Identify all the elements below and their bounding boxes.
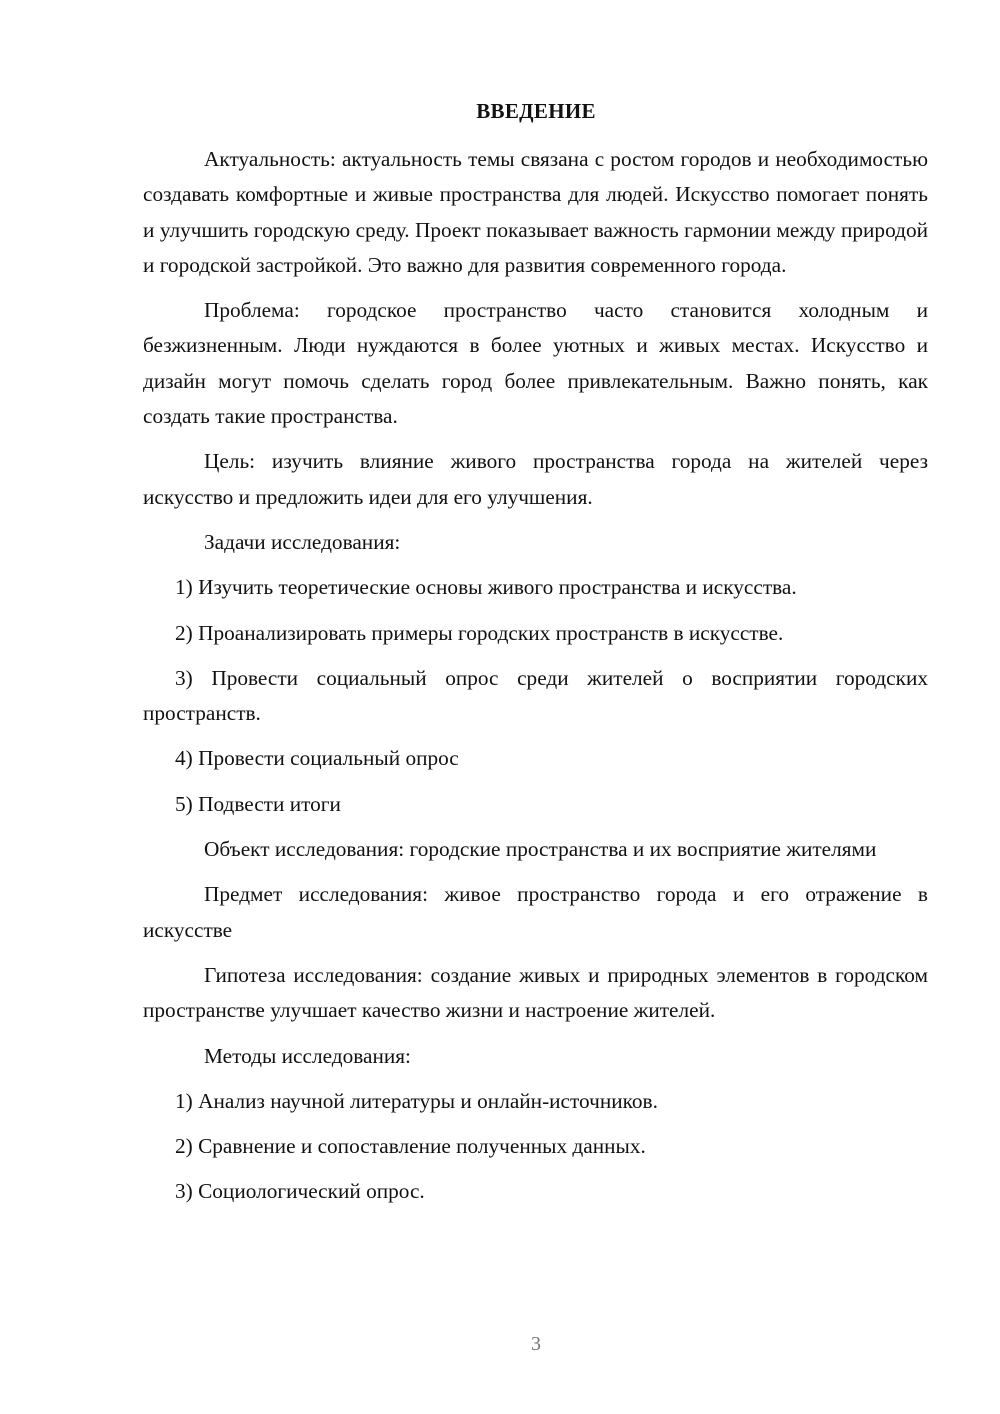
task-item: 5) Подвести итоги <box>175 791 341 816</box>
document-body <box>143 142 928 1210</box>
task-item: 4) Провести социальный опрос <box>175 746 459 771</box>
task-item: 3) Провести социальный опрос среди жителей о восприятии городских пространств. <box>143 665 928 726</box>
task-item: 2) Проанализировать примеры городских пространств в искусстве. <box>175 620 784 645</box>
section-title: ВВЕДЕНИЕ <box>476 99 596 123</box>
relevance-paragraph: Актуальность: актуальность темы связана с ростом городов и необходимостью создавать комфортные и живые пространства для людей. Искусство помогает понять и улучшить городскую среду. Проект показывает важность гармонии между природой и городской застройкой. Это важно для развития современного города. <box>143 147 928 277</box>
task-item: 1) Изучить теоретические основы живого пространства и искусства. <box>175 575 797 600</box>
method-item: 1) Анализ научной литературы и онлайн-источников. <box>175 1088 658 1113</box>
methods-heading: Методы исследования: <box>204 1043 411 1068</box>
method-item: 2) Сравнение и сопоставление полученных данных. <box>175 1134 646 1159</box>
page-number: 3 <box>531 1333 541 1355</box>
problem-paragraph: Проблема: городское пространство часто становится холодным и безжизненным. Люди нуждаются в более уютных и живых местах. Искусство и дизайн могут помочь сделать город более привлекательным. Важно понять, как создать такие пространства. <box>143 298 928 429</box>
method-item: 3) Социологический опрос. <box>175 1179 425 1204</box>
hypothesis-paragraph: Гипотеза исследования: создание живых и природных элементов в городском пространстве улучшает качество жизни и настроение жителей. <box>143 962 928 1023</box>
goal-paragraph: Цель: изучить влияние живого пространства города на жителей через искусство и предложить идеи для его улучшения. <box>143 449 928 509</box>
object-paragraph: Объект исследования: городские пространства и их восприятие жителями <box>204 837 877 862</box>
subject-paragraph: Предмет исследования: живое пространство города и его отражение в искусстве <box>143 882 928 942</box>
tasks-heading: Задачи исследования: <box>204 529 401 554</box>
